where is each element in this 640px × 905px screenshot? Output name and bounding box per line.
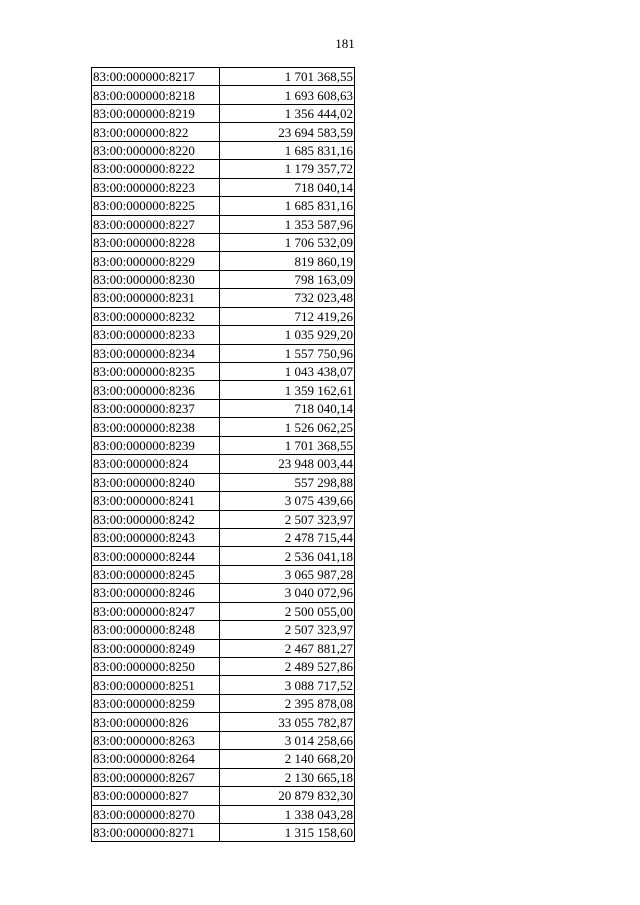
cadastral-number-cell: 83:00:000000:826 xyxy=(92,713,220,731)
table-row xyxy=(92,252,355,270)
value-cell: 718 040,14 xyxy=(220,399,355,417)
table-row xyxy=(92,750,355,768)
value-cell: 2 489 527,86 xyxy=(220,658,355,676)
cadastral-number-cell: 83:00:000000:8235 xyxy=(92,363,220,381)
cadastral-number-cell: 83:00:000000:8217 xyxy=(92,68,220,86)
table-row xyxy=(92,547,355,565)
value-cell: 2 507 323,97 xyxy=(220,510,355,528)
table-row xyxy=(92,363,355,381)
cadastral-number-cell: 83:00:000000:8244 xyxy=(92,547,220,565)
table-row xyxy=(92,344,355,362)
cadastral-number-cell: 83:00:000000:8250 xyxy=(92,658,220,676)
table-row xyxy=(92,68,355,86)
value-cell: 20 879 832,30 xyxy=(220,787,355,805)
cadastral-number-cell: 83:00:000000:8228 xyxy=(92,233,220,251)
value-cell: 2 130 665,18 xyxy=(220,768,355,786)
cadastral-number-cell: 83:00:000000:8229 xyxy=(92,252,220,270)
cadastral-number-cell: 83:00:000000:8241 xyxy=(92,492,220,510)
table-row xyxy=(92,731,355,749)
value-cell: 1 693 608,63 xyxy=(220,86,355,104)
table-row xyxy=(92,639,355,657)
value-cell: 2 478 715,44 xyxy=(220,528,355,546)
value-cell: 557 298,88 xyxy=(220,473,355,491)
table-row xyxy=(92,602,355,620)
value-cell: 2 500 055,00 xyxy=(220,602,355,620)
cadastral-number-cell: 83:00:000000:8267 xyxy=(92,768,220,786)
table-row xyxy=(92,326,355,344)
value-cell: 23 694 583,59 xyxy=(220,123,355,141)
cadastral-number-cell: 83:00:000000:8233 xyxy=(92,326,220,344)
value-cell: 1 338 043,28 xyxy=(220,805,355,823)
table-row xyxy=(92,399,355,417)
cadastral-number-cell: 83:00:000000:8230 xyxy=(92,270,220,288)
cadastral-value-table xyxy=(91,67,355,842)
value-cell: 3 075 439,66 xyxy=(220,492,355,510)
value-cell: 3 014 258,66 xyxy=(220,731,355,749)
table-row xyxy=(92,233,355,251)
cadastral-number-cell: 83:00:000000:824 xyxy=(92,455,220,473)
cadastral-number-cell: 83:00:000000:827 xyxy=(92,787,220,805)
value-cell: 3 088 717,52 xyxy=(220,676,355,694)
table-row xyxy=(92,381,355,399)
value-cell: 1 706 532,09 xyxy=(220,233,355,251)
table-row xyxy=(92,215,355,233)
cadastral-number-cell: 83:00:000000:8251 xyxy=(92,676,220,694)
value-cell: 2 140 668,20 xyxy=(220,750,355,768)
value-cell: 1 035 929,20 xyxy=(220,326,355,344)
cadastral-number-cell: 83:00:000000:8223 xyxy=(92,178,220,196)
cadastral-number-cell: 83:00:000000:8259 xyxy=(92,694,220,712)
cadastral-number-cell: 83:00:000000:8234 xyxy=(92,344,220,362)
value-cell: 1 557 750,96 xyxy=(220,344,355,362)
table-row xyxy=(92,86,355,104)
table-row xyxy=(92,510,355,528)
value-cell: 1 685 831,16 xyxy=(220,141,355,159)
value-cell: 1 685 831,16 xyxy=(220,197,355,215)
table-row xyxy=(92,694,355,712)
table-row xyxy=(92,178,355,196)
value-cell: 1 526 062,25 xyxy=(220,418,355,436)
cadastral-number-cell: 83:00:000000:8249 xyxy=(92,639,220,657)
value-cell: 3 040 072,96 xyxy=(220,584,355,602)
table-row xyxy=(92,289,355,307)
value-cell: 1 701 368,55 xyxy=(220,68,355,86)
value-cell: 712 419,26 xyxy=(220,307,355,325)
value-cell: 819 860,19 xyxy=(220,252,355,270)
cadastral-number-cell: 83:00:000000:8218 xyxy=(92,86,220,104)
table-row xyxy=(92,565,355,583)
table-row xyxy=(92,528,355,546)
table-row xyxy=(92,713,355,731)
cadastral-number-cell: 83:00:000000:8248 xyxy=(92,621,220,639)
table-row xyxy=(92,473,355,491)
cadastral-number-cell: 83:00:000000:8222 xyxy=(92,160,220,178)
cadastral-number-cell: 83:00:000000:8247 xyxy=(92,602,220,620)
table-row xyxy=(92,123,355,141)
table-row xyxy=(92,418,355,436)
value-cell: 23 948 003,44 xyxy=(220,455,355,473)
table-row xyxy=(92,823,355,841)
cadastral-number-cell: 83:00:000000:8237 xyxy=(92,399,220,417)
value-cell: 33 055 782,87 xyxy=(220,713,355,731)
table-row xyxy=(92,584,355,602)
page-number: 181 xyxy=(335,36,355,51)
cadastral-number-cell: 83:00:000000:8227 xyxy=(92,215,220,233)
value-cell: 1 315 158,60 xyxy=(220,823,355,841)
cadastral-number-cell: 83:00:000000:8242 xyxy=(92,510,220,528)
value-cell: 2 507 323,97 xyxy=(220,621,355,639)
cadastral-number-cell: 83:00:000000:8263 xyxy=(92,731,220,749)
value-cell: 2 395 878,08 xyxy=(220,694,355,712)
table-row xyxy=(92,768,355,786)
table-row xyxy=(92,197,355,215)
table-row xyxy=(92,307,355,325)
table-row xyxy=(92,787,355,805)
cadastral-number-cell: 83:00:000000:8231 xyxy=(92,289,220,307)
value-cell: 1 359 162,61 xyxy=(220,381,355,399)
value-cell: 798 163,09 xyxy=(220,270,355,288)
table-row xyxy=(92,492,355,510)
table-row xyxy=(92,104,355,122)
value-cell: 1 353 587,96 xyxy=(220,215,355,233)
cadastral-number-cell: 83:00:000000:8232 xyxy=(92,307,220,325)
cadastral-number-cell: 83:00:000000:8219 xyxy=(92,104,220,122)
value-cell: 732 023,48 xyxy=(220,289,355,307)
table-row xyxy=(92,141,355,159)
value-cell: 718 040,14 xyxy=(220,178,355,196)
table-row xyxy=(92,658,355,676)
cadastral-number-cell: 83:00:000000:8246 xyxy=(92,584,220,602)
cadastral-number-cell: 83:00:000000:8238 xyxy=(92,418,220,436)
cadastral-number-cell: 83:00:000000:8243 xyxy=(92,528,220,546)
table-row xyxy=(92,805,355,823)
value-cell: 2 536 041,18 xyxy=(220,547,355,565)
table-row xyxy=(92,160,355,178)
cadastral-number-cell: 83:00:000000:8220 xyxy=(92,141,220,159)
table-row xyxy=(92,676,355,694)
cadastral-number-cell: 83:00:000000:8239 xyxy=(92,436,220,454)
cadastral-number-cell: 83:00:000000:8225 xyxy=(92,197,220,215)
table-body xyxy=(92,68,355,842)
table-row xyxy=(92,621,355,639)
value-cell: 1 356 444,02 xyxy=(220,104,355,122)
table-row xyxy=(92,436,355,454)
value-cell: 1 179 357,72 xyxy=(220,160,355,178)
cadastral-number-cell: 83:00:000000:8236 xyxy=(92,381,220,399)
cadastral-number-cell: 83:00:000000:822 xyxy=(92,123,220,141)
cadastral-number-cell: 83:00:000000:8270 xyxy=(92,805,220,823)
cadastral-number-cell: 83:00:000000:8264 xyxy=(92,750,220,768)
cadastral-number-cell: 83:00:000000:8240 xyxy=(92,473,220,491)
value-cell: 1 043 438,07 xyxy=(220,363,355,381)
value-cell: 3 065 987,28 xyxy=(220,565,355,583)
table-row xyxy=(92,270,355,288)
cadastral-number-cell: 83:00:000000:8245 xyxy=(92,565,220,583)
value-cell: 1 701 368,55 xyxy=(220,436,355,454)
value-cell: 2 467 881,27 xyxy=(220,639,355,657)
cadastral-number-cell: 83:00:000000:8271 xyxy=(92,823,220,841)
table-row xyxy=(92,455,355,473)
